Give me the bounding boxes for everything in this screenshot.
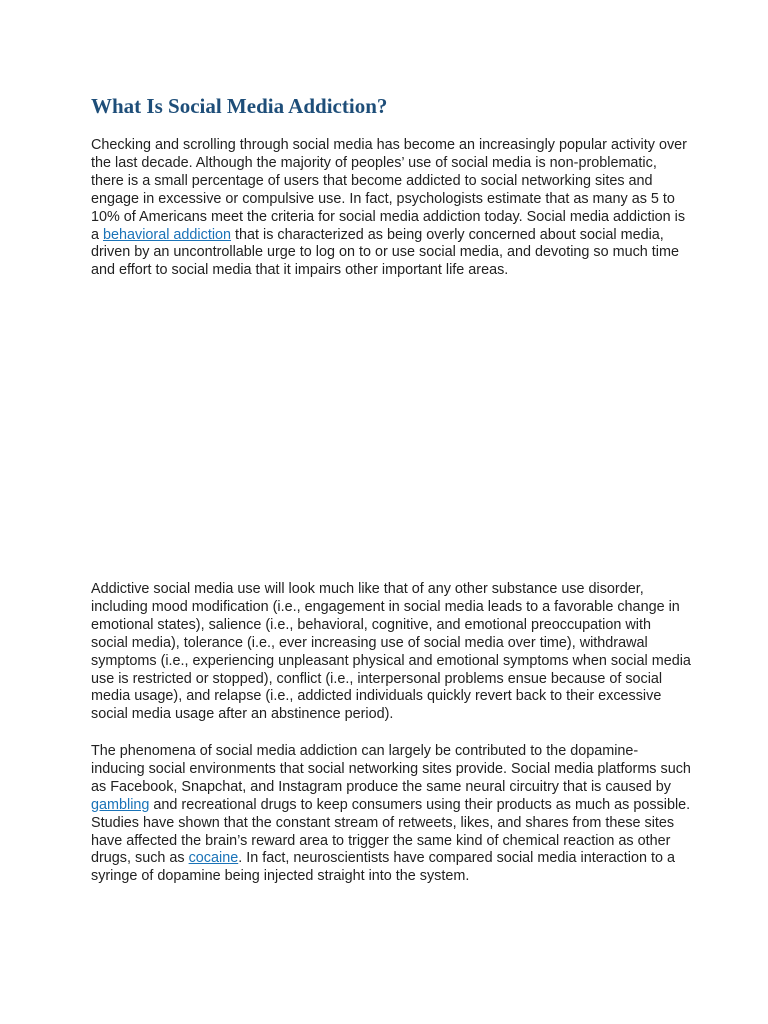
dopamine-text-c: . In fact, neuroscientists have compared social media interaction to a syringe of dopamine being injected straight into the system. <box>91 850 675 885</box>
intro-paragraph <box>91 137 691 280</box>
behavioral-addiction-link[interactable]: behavioral addiction <box>103 226 232 243</box>
symptoms-paragraph: Addictive social media use will look much like that of any other substance use disorder, including mood modification (i.e., engagement in social media leads to a favorable change in emotional states), salience (i.e., behavioral, cognitive, and emotional preoccupation with social media), tolerance (i.e., ever increasing use of social media over time), withdrawal symptoms (i.e., experiencing unpleasant physical and emotional symptoms when social media use is restricted or stopped), conflict (i.e., interpersonal problems ensue because of social media usage), and relapse (i.e., addicted individuals quickly revert back to their excessive social media usage after an abstinence period). <box>91 581 691 723</box>
intro-text-b: that is characterized as being overly concerned about social media, driven by an uncontrollable urge to log on to or use social media, and devoting so much time and effort to social media that it impairs other important life areas. <box>91 226 679 279</box>
dopamine-paragraph <box>91 743 691 886</box>
dopamine-text-a: The phenomena of social media addiction can largely be contributed to the dopamine-inducing social environments that social networking sites provide. Social media platforms such as Facebook, Snapchat, and Instagram produce the same neural circuitry that is caused by <box>91 743 691 795</box>
article-title: What Is Social Media Addiction? <box>91 94 388 118</box>
gambling-link[interactable]: gambling <box>91 796 150 813</box>
cocaine-link[interactable]: cocaine <box>188 850 239 867</box>
intro-text-a: Checking and scrolling through social media has become an increasingly popular activity over the last decade. Although the majority of peoples’ use of social media is non-problematic, there is a small percentage of users that become addicted to social networking sites and engage in excessive or compulsive use. In fact, psychologists estimate that as many as 5 to 10% of Americans meet the criteria for social media addiction today. Social media addiction is a <box>91 137 687 243</box>
dopamine-text-b: and recreational drugs to keep consumers using their products as much as possible. Studies have shown that the constant stream of retweets, likes, and shares from these sites have affected the brain’s reward area to trigger the same kind of chemical reaction as other drugs, such as <box>91 796 691 867</box>
